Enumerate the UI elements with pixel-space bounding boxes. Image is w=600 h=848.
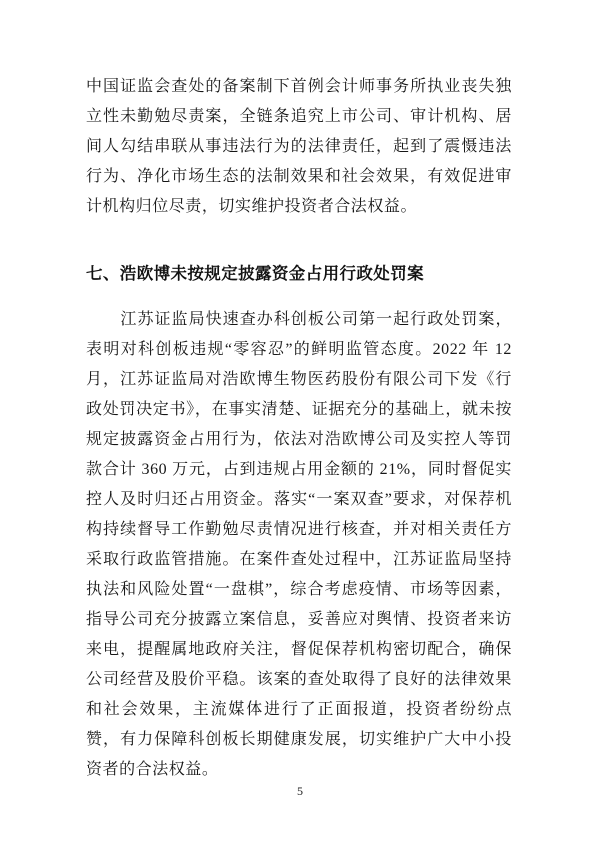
page-number: 5	[297, 784, 303, 798]
section-paragraph: 江苏证监局快速查办科创板公司第一起行政处罚案，表明对科创板违规“零容忍”的鲜明监管态度。2022 年 12 月，江苏证监局对浩欧博生物医药股份有限公司下发《行政处罚决定书》，在事实清楚、证据充分的基础上，就未按规定披露资金占用行为，依法对浩欧博公司及实控人等罚款合计 360 万元，占到违规占用金额的 21%，同时督促实控人及时归还占用资金。落实“一案双查”要求，对保荐机构持续督导工作勤勉尽责情况进行核查，并对相关责任方采取行政监管措施。在案件查处过程中，江苏证监局坚持执法和风险处置“一盘棋”，综合考虑疫情、市场等因素，指导公司充分披露立案信息，妥善应对舆情、投资者来访来电，提醒属地政府关注，督促保荐机构密切配合，确保公司经营及股价平稳。该案的查处取得了良好的法律效果和社会效果，主流媒体进行了正面报道，投资者纷纷点赞，有力保障科创板长期健康发展，切实维护广大中小投资者的合法权益。	[86, 311, 512, 778]
continuation-paragraph: 中国证监会查处的备案制下首例会计师事务所执业丧失独立性未勤勉尽责案，全链条追究上市公司、审计机构、居间人勾结串联从事违法行为的法律责任，起到了震慑违法行为、净化市场生态的法制效果和社会效果，有效促进审计机构归位尽责，切实维护投资者合法权益。	[86, 78, 512, 215]
page-content	[86, 72, 512, 785]
section-heading: 七、浩欧博未按规定披露资金占用行政处罚案	[86, 265, 424, 283]
